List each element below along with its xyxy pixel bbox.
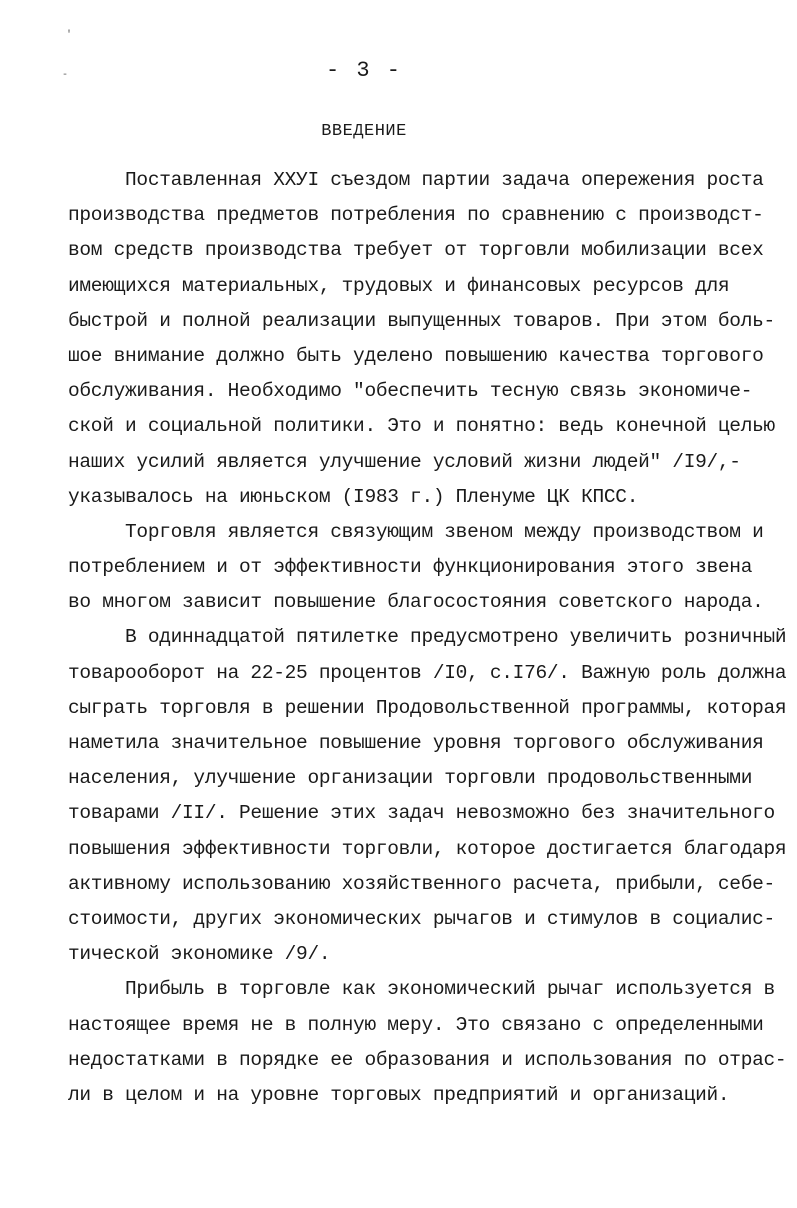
text-line: наметила значительное повышение уровня торгового обслуживания (68, 732, 764, 754)
text-line: стоимости, других экономических рычагов и стимулов в социалис- (68, 907, 775, 930)
text-line: населения, улучшение организации торговли продовольственными (68, 767, 753, 790)
text-line: потреблением и от эффективности функционирования этого звена (68, 556, 753, 579)
text-line: недостатками в порядке ее образования и использования по отрас- (68, 1048, 787, 1071)
text-line: настоящее время не в полную меру. Это связано с определенными (68, 1013, 764, 1036)
scan-speck: ' (66, 30, 73, 41)
page-number: - 3 - (325, 58, 402, 83)
text-line: В одиннадцатой пятилетке предусмотрено увеличить розничный (68, 626, 787, 649)
text-line: во многом зависит повышение благосостояния советского народа. (68, 591, 764, 614)
text-line: ской и социальной политики. Это и понятно: ведь конечной целью (68, 415, 775, 438)
text-line: товарами /II/. Решение этих задач невозможно без значительного (68, 802, 775, 825)
text-line: имеющихся материальных, трудовых и финансовых ресурсов для (68, 274, 730, 297)
text-line: тической экономике /9/. (68, 943, 331, 966)
text-line: указывалось на июньском (I983 г.) Пленуме ЦК КПСС. (68, 485, 639, 508)
paragraph-2 (68, 515, 764, 621)
text-line: ли в целом и на уровне торговых предприятий и организаций. (68, 1083, 730, 1106)
text-line: наших усилий является улучшение условий жизни людей" /I9/,- (68, 450, 741, 473)
text-line: Торговля является связующим звеном между производством и (68, 520, 764, 543)
section-heading: ВВЕДЕНИЕ (321, 122, 407, 141)
text-line: сыграть торговля в решении Продовольственной программы, которая (68, 696, 787, 719)
text-line: быстрой и полной реализации выпущенных товаров. При этом боль- (68, 309, 775, 332)
text-line: Прибыль в торговле как экономический рычаг используется в (68, 978, 775, 1001)
paragraph-3 (68, 620, 787, 972)
body-text (68, 163, 787, 1113)
text-line: производства предметов потребления по сравнению с производст- (68, 204, 764, 227)
text-line: обслуживания. Необходимо "обеспечить тесную связь экономиче- (68, 380, 753, 403)
text-line: активному использованию хозяйственного расчета, прибыли, себе- (68, 872, 775, 895)
text-line: товарооборот на 22-25 процентов /I0, с.I76/. Важную роль должна (68, 661, 787, 684)
paragraph-4 (68, 972, 787, 1113)
scan-speck: - (62, 70, 69, 81)
text-line: Поставленная XXУI съездом партии задача опережения роста (68, 169, 764, 191)
paragraph-1 (68, 163, 775, 515)
text-line: шое внимание должно быть уделено повышению качества торгового (68, 344, 764, 367)
text-line: повышения эффективности торговли, которое достигается благодаря (68, 837, 787, 860)
text-line: вом средств производства требует от торговли мобилизации всех (68, 239, 764, 262)
